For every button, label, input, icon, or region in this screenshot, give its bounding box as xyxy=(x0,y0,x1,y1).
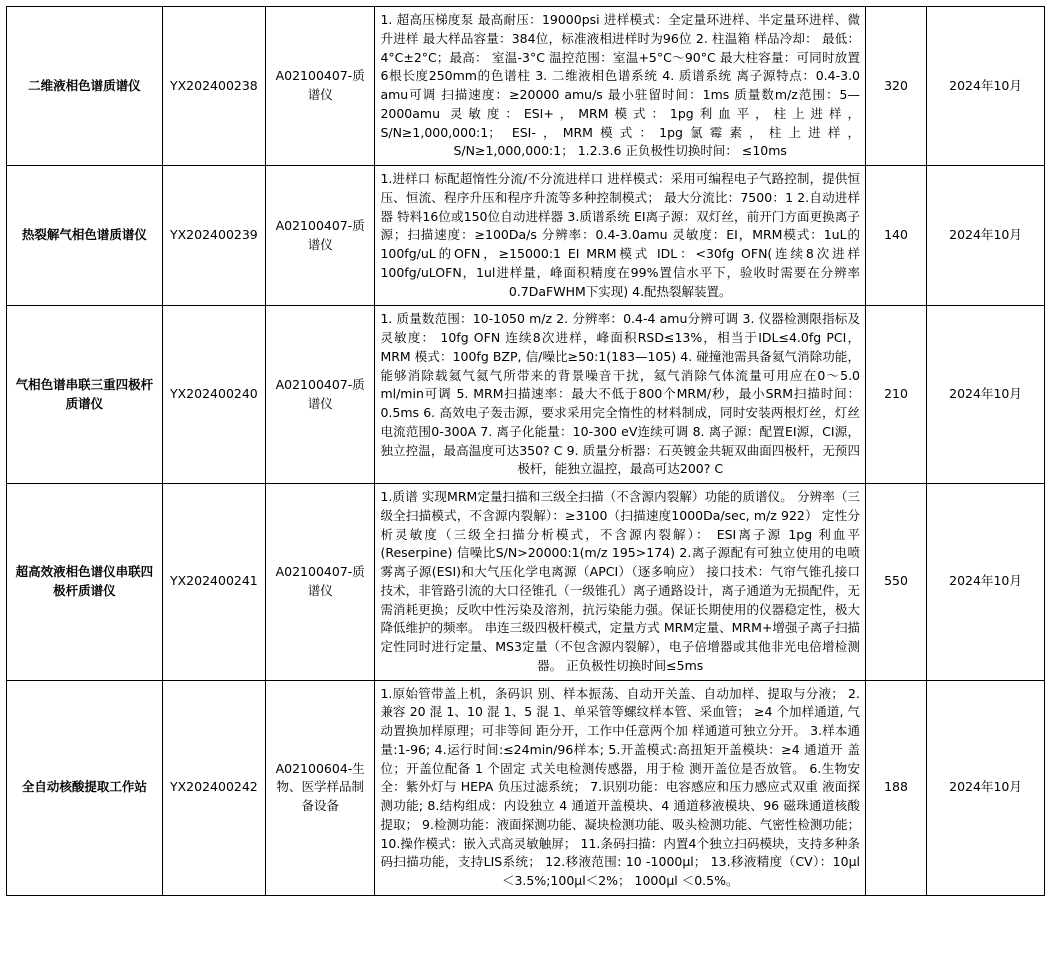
equipment-category: A02100407-质谱仪 xyxy=(265,306,374,484)
table-row xyxy=(7,484,1045,681)
equipment-code: YX202400241 xyxy=(162,484,265,681)
equipment-name: 二维液相色谱质谱仪 xyxy=(7,7,163,166)
table-row xyxy=(7,7,1045,166)
equipment-date: 2024年10月 xyxy=(927,7,1045,166)
equipment-spec: 1.进样口 标配超惰性分流/不分流进样口 进样模式：采用可编程电子气路控制，提供恒压、恒流、程序升压和程序升流等多种控制模式； 最大分流比：7500：1 2.自动进样器 特料16位或150位自动进样器 3.质谱系统 EI离子源：双灯丝，前开门方面更换离子源；扫描速度：≥100Da/s 分辨率：0.4-3.0amu 灵敏度：EI，MRM模式：1uL的100fg/uL的OFN，≥15000:1 EI MRM模式 IDL：<30fg OFN(连续8次进样100fg/uLOFN，1ul进样量，峰面积精度在99%置信水平下，验收时需要在分辨率0.7DaFWHM下实现) 4.配热裂解装置。 xyxy=(375,166,866,306)
equipment-category: A02100407-质谱仪 xyxy=(265,166,374,306)
equipment-quantity: 188 xyxy=(866,680,927,895)
equipment-category: A02100604-生物、医学样品制备设备 xyxy=(265,680,374,895)
equipment-category: A02100407-质谱仪 xyxy=(265,7,374,166)
equipment-code: YX202400242 xyxy=(162,680,265,895)
equipment-spec: 1. 超高压梯度泵 最高耐压：19000psi 进样模式：全定量环进样、半定量环进样、微升进样 最大样品容量：384位，标准液相进样时为96位 2. 柱温箱 样品冷却： 最低：4°C±2°C；最高： 室温-3°C 温控范围：室温+5°C～90°C 最大柱容量：可同时放置6根长度250mm的色谱柱 3. 二维液相色谱系统 4. 质谱系统 离子源特点：0.4-3.0 amu可调 扫描速度：≥20000 amu/s 最小驻留时间：1ms 质量数m/z范围：5—2000amu 灵敏度：ESI+，MRM模式：1pg利血平，柱上进样，S/N≥1,000,000:1； ESI-，MRM模式：1pg氯霉素，柱上进样，S/N≥1,000,000:1； 1.2.3.6 正负极性切换时间： ≤10ms xyxy=(375,7,866,166)
equipment-name: 全自动核酸提取工作站 xyxy=(7,680,163,895)
equipment-quantity: 320 xyxy=(866,7,927,166)
equipment-code: YX202400239 xyxy=(162,166,265,306)
equipment-date: 2024年10月 xyxy=(927,306,1045,484)
table-row xyxy=(7,166,1045,306)
equipment-name: 气相色谱串联三重四极杆质谱仪 xyxy=(7,306,163,484)
equipment-code: YX202400240 xyxy=(162,306,265,484)
equipment-date: 2024年10月 xyxy=(927,166,1045,306)
equipment-table xyxy=(6,6,1045,896)
equipment-spec: 1.质谱 实现MRM定量扫描和三级全扫描（不含源内裂解）功能的质谱仪。 分辨率（三级全扫描模式，不含源内裂解）：≥3100（扫描速度1000Da/sec, m/z 922） 定性分析灵敏度（三级全扫描分析模式，不含源内裂解）： ESI离子源 1pg 利血平(Reserpine) 信噪比S/N>20000:1(m/z 195>174) 2.离子源配有可独立使用的电喷雾离子源(ESI)和大气压化学电离源（APCI）（逐多响应） 接口技术：气帘气锥孔接口技术，非管路引流的大口径锥孔（一级锥孔）离子通路设计，离子通道为无损配件，无需消耗更换；反吹中性污染及溶剂，抗污染能力强。保证长期使用的仪器稳定性，极大降低维护的频率。 串连三级四极杆模式，定量方式 MRM定量、MRM+增强子离子扫描定性同时进行定量、MS3定量（不包含源内裂解），电子倍增器或其他非光电倍增检测器。 正负极性切换时间≤5ms xyxy=(375,484,866,681)
equipment-date: 2024年10月 xyxy=(927,484,1045,681)
equipment-quantity: 550 xyxy=(866,484,927,681)
equipment-code: YX202400238 xyxy=(162,7,265,166)
equipment-spec: 1.原始管带盖上机，条码识 别、样本振荡、自动开关盖、自动加样、提取与分液； 2.兼容 20 混 1、10 混 1、5 混 1、单采管等螺纹样本管、采血管； ≥4 个加样通道, 气 动置换加样原理；可非等间 距分开，工作中任意两个加 样通道可独立分开。 3.样本通量:1-96; 4.运行时间:≤24min/96样本; 5.开盖模式:高扭矩开盖模块：≥4 通道开 盖位；开盖位配备 1 个固定 式关电检测传感器，用于检 测开盖位是否放管。 6.生物安全：紫外灯与 HEPA 负压过滤系统； 7.识别功能：电容感应和压力感应式双重 液面探测功能; 8.结构组成：内设独立 4 通道开盖模块、4 通道移液模块、96 磁珠通道核酸提取； 9.检测功能：液面探测功能、凝块检测功能、吸头检测功能、气密性检测功能； 10.操作模式：嵌入式高灵敏触屏； 11.条码扫描：内置4个独立扫码模块，支持多种条码扫描功能，支持LIS系统； 12.移液范围: 10 -1000μl； 13.移液精度（CV）：10μl＜3.5%;100μl＜2%； 1000μl ＜0.5%。 xyxy=(375,680,866,895)
equipment-name: 超高效液相色谱仪串联四极杆质谱仪 xyxy=(7,484,163,681)
table-row xyxy=(7,680,1045,895)
equipment-quantity: 210 xyxy=(866,306,927,484)
equipment-name: 热裂解气相色谱质谱仪 xyxy=(7,166,163,306)
equipment-spec: 1. 质量数范围：10-1050 m/z 2. 分辨率：0.4-4 amu分辨可调 3. 仪器检测限指标及灵敏度： 10fg OFN 连续8次进样，峰面积RSD≤13%，相当于IDL≤4.0fg PCI，MRM 模式：100fg BZP, 信/噪比≥50:1(183—105) 4. 碰撞池需具备氦气消除功能，能够消除载氦气氦气所带来的背景噪音干扰，氦气消除气体流量可用应在0～5.0 ml/min可调 5. MRM扫描速率：最大不低于800个MRM/秒，最小SRM扫描时间：0.5ms 6. 高效电子轰击源，要求采用完全惰性的材料制成，同时安装两根灯丝，灯丝电流范围0-300A 7. 离子化能量：10-300 eV连续可调 8. 离子源：配置EI源，CI源，独立控温，最高温度可达350? C 9. 质量分析器：石英镀金共轭双曲面四极杆，无预四极杆，能独立温控，最高可达200? C xyxy=(375,306,866,484)
equipment-quantity: 140 xyxy=(866,166,927,306)
equipment-category: A02100407-质谱仪 xyxy=(265,484,374,681)
equipment-date: 2024年10月 xyxy=(927,680,1045,895)
table-row xyxy=(7,306,1045,484)
